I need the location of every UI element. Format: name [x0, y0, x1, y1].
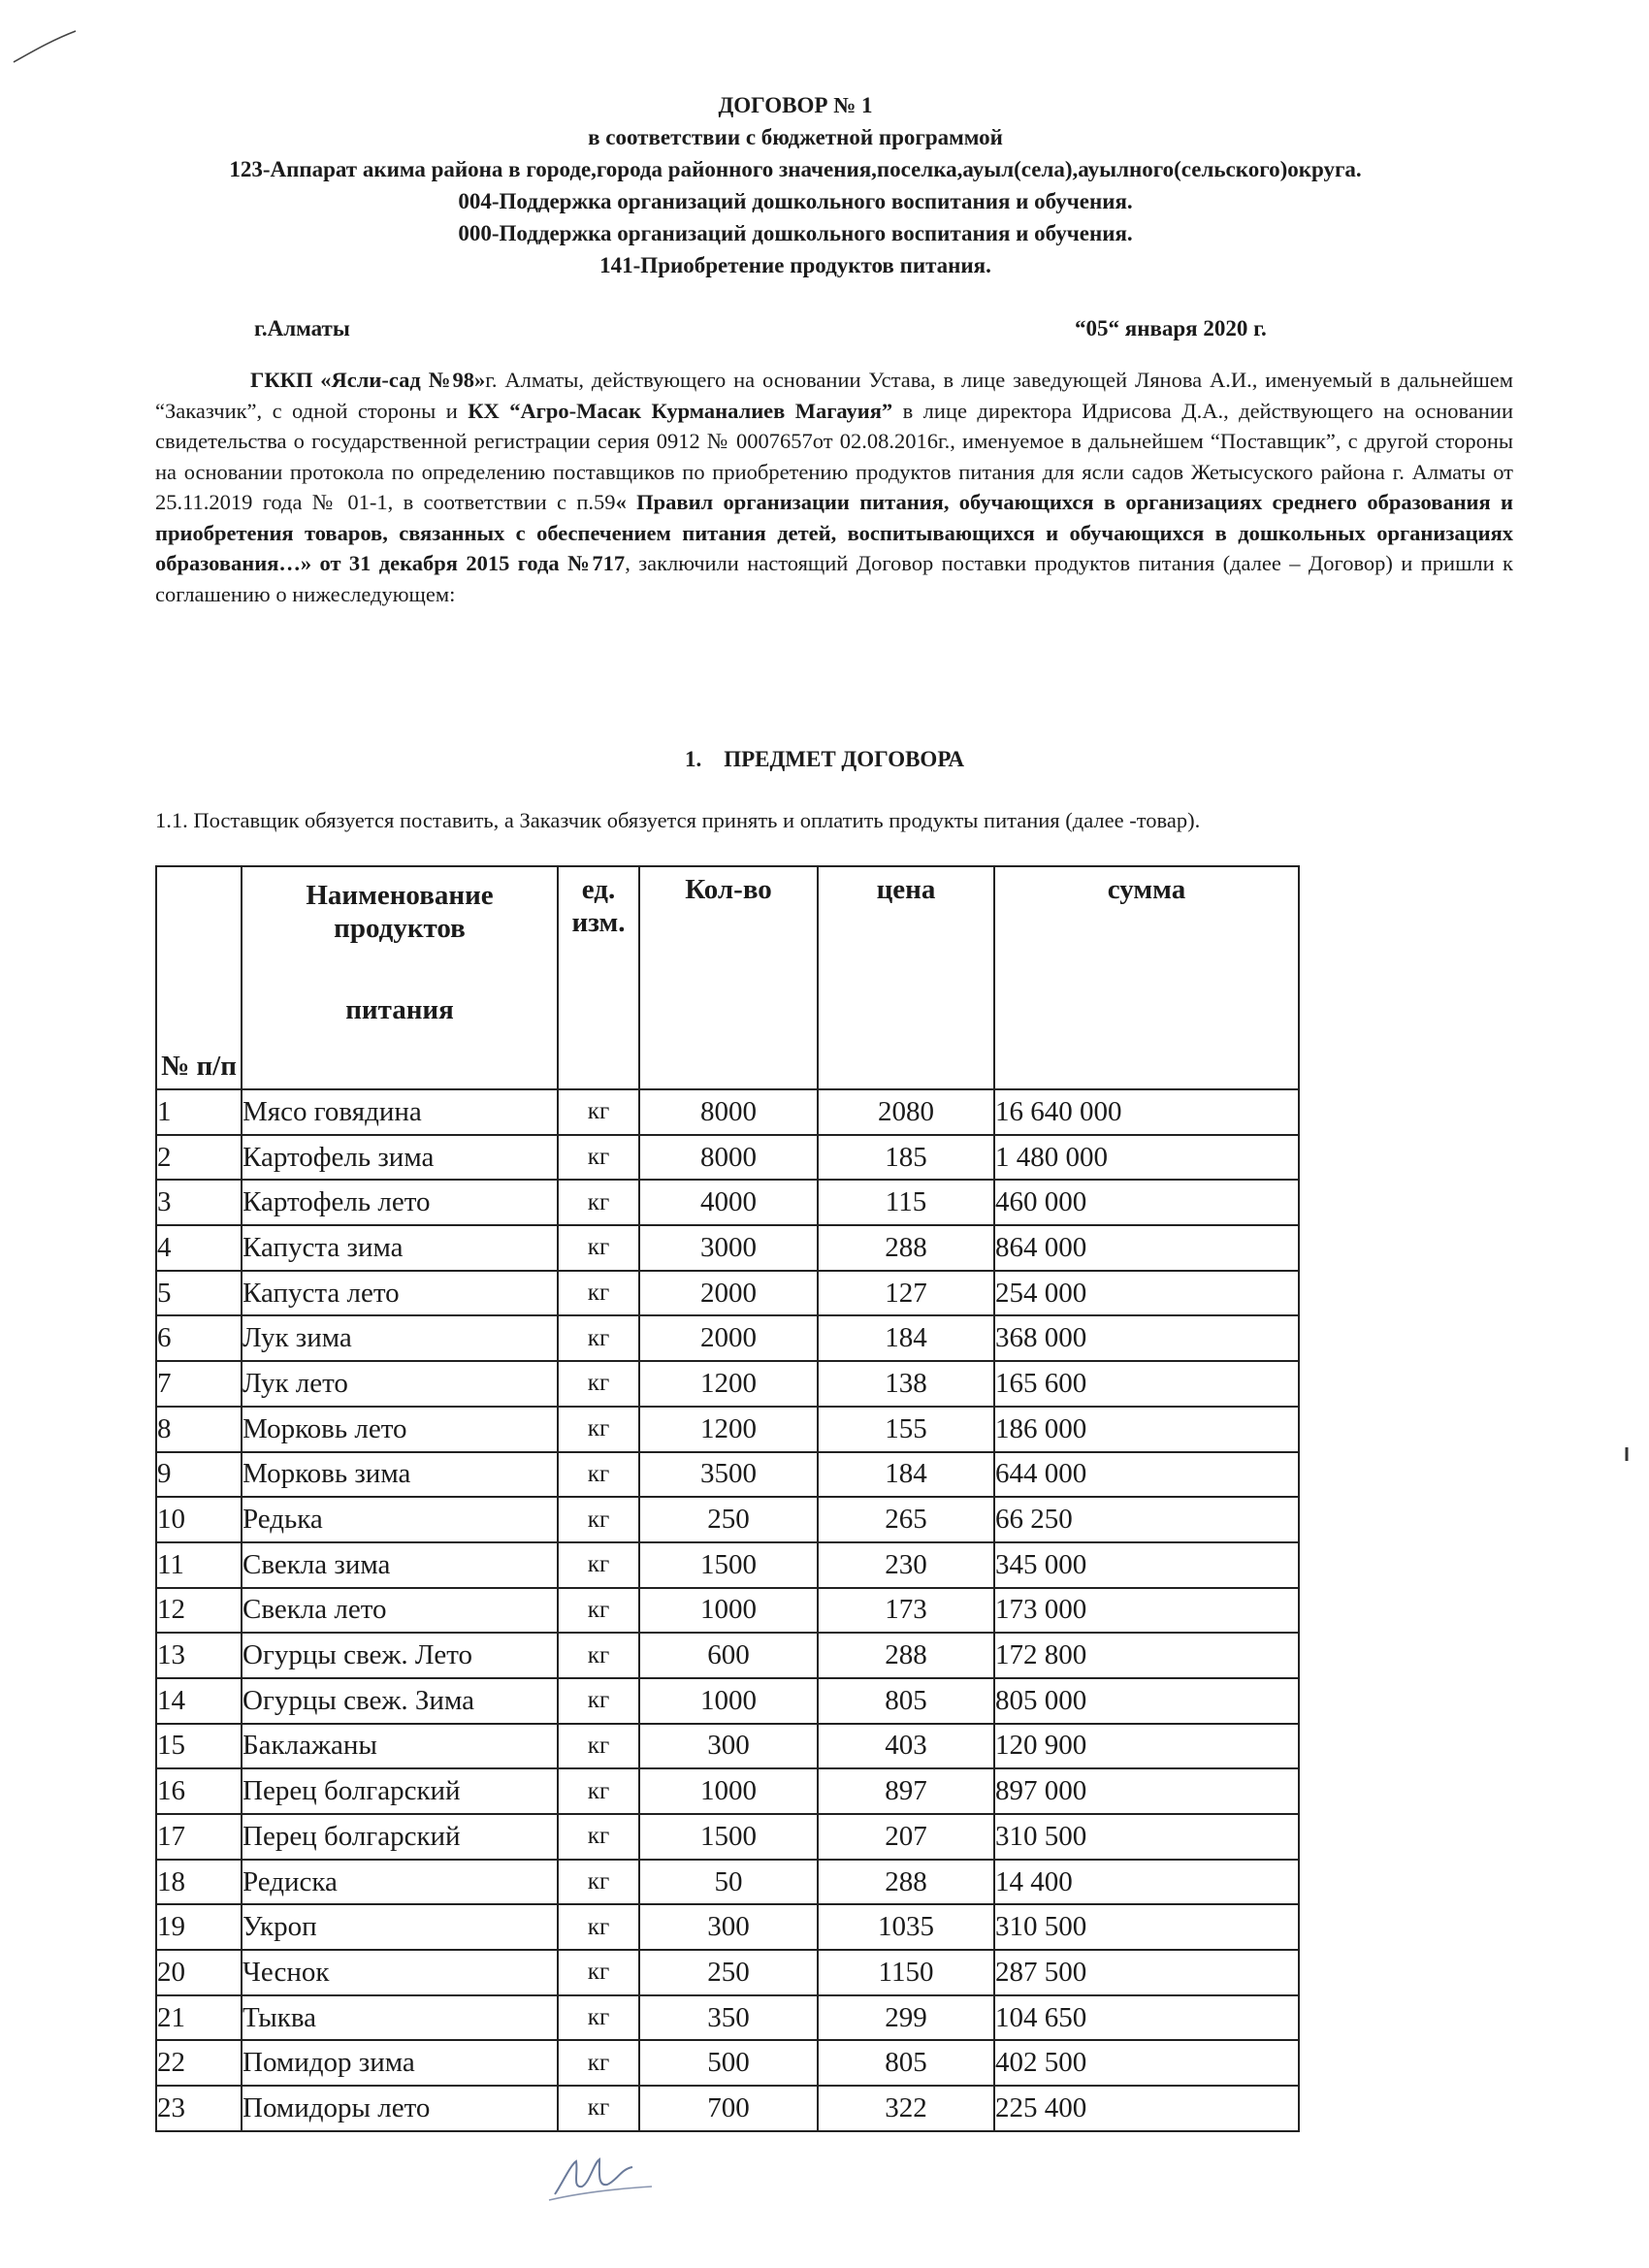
- quantity-cell: 3000: [639, 1225, 818, 1271]
- unit-cell: кг: [558, 2040, 639, 2086]
- price-cell: 185: [818, 1135, 994, 1181]
- goods-table: [155, 865, 1300, 2132]
- unit-cell: кг: [558, 1995, 639, 2041]
- row-number-cell: 7: [156, 1361, 242, 1407]
- sum-cell: 14 400: [994, 1860, 1299, 1905]
- sum-cell: 460 000: [994, 1180, 1299, 1225]
- unit-cell: кг: [558, 1315, 639, 1361]
- sum-cell: 186 000: [994, 1407, 1299, 1452]
- goods-table-body: [156, 1089, 1299, 2131]
- row-number-cell: 9: [156, 1452, 242, 1498]
- table-row: [156, 1225, 1299, 1271]
- section-number: 1.: [684, 747, 702, 771]
- quantity-cell: 2000: [639, 1315, 818, 1361]
- unit-cell: кг: [558, 1497, 639, 1542]
- price-cell: 805: [818, 2040, 994, 2086]
- price-cell: 265: [818, 1497, 994, 1542]
- row-number-cell: 14: [156, 1678, 242, 1724]
- unit-cell: кг: [558, 1271, 639, 1316]
- quantity-cell: 1200: [639, 1407, 818, 1452]
- row-number-cell: 11: [156, 1542, 242, 1588]
- sum-cell: 1 480 000: [994, 1135, 1299, 1181]
- price-cell: 403: [818, 1724, 994, 1769]
- quantity-cell: 1200: [639, 1361, 818, 1407]
- unit-cell: кг: [558, 1860, 639, 1905]
- product-name-cell: Лук зима: [242, 1315, 558, 1361]
- price-cell: 115: [818, 1180, 994, 1225]
- product-name-cell: Капуста лето: [242, 1271, 558, 1316]
- preamble-paragraph: [155, 365, 1513, 609]
- header-name: [242, 866, 558, 1089]
- unit-cell: кг: [558, 1180, 639, 1225]
- sum-cell: 165 600: [994, 1361, 1299, 1407]
- header-line: 123-Аппарат акима района в городе,города районного значения,поселка,ауыл(села),ауылного(сельского)округа.: [229, 157, 1362, 181]
- product-name-cell: Помидор зима: [242, 2040, 558, 2086]
- table-row: [156, 1860, 1299, 1905]
- row-number-cell: 8: [156, 1407, 242, 1452]
- table-row: [156, 1180, 1299, 1225]
- header-line: 141-Приобретение продуктов питания.: [599, 253, 991, 277]
- edge-dot-mark: [1622, 1445, 1632, 1465]
- unit-cell: кг: [558, 1678, 639, 1724]
- preamble: [155, 365, 1513, 609]
- product-name-cell: Редиска: [242, 1860, 558, 1905]
- row-number-cell: 19: [156, 1904, 242, 1950]
- price-cell: 288: [818, 1225, 994, 1271]
- sum-cell: 402 500: [994, 2040, 1299, 2086]
- table-row: [156, 1768, 1299, 1814]
- unit-cell: кг: [558, 1452, 639, 1498]
- unit-cell: кг: [558, 1588, 639, 1634]
- row-number-cell: 13: [156, 1633, 242, 1678]
- row-number-cell: 3: [156, 1180, 242, 1225]
- sum-cell: 120 900: [994, 1724, 1299, 1769]
- product-name-cell: Чеснок: [242, 1950, 558, 1995]
- price-cell: 288: [818, 1633, 994, 1678]
- header-unit: ед. изм.: [558, 866, 639, 1089]
- product-name-cell: Картофель зима: [242, 1135, 558, 1181]
- row-number-cell: 17: [156, 1814, 242, 1860]
- unit-cell: кг: [558, 1225, 639, 1271]
- quantity-cell: 700: [639, 2086, 818, 2131]
- sum-cell: 310 500: [994, 1904, 1299, 1950]
- sum-cell: 644 000: [994, 1452, 1299, 1498]
- quantity-cell: 250: [639, 1950, 818, 1995]
- row-number-cell: 16: [156, 1768, 242, 1814]
- unit-cell: кг: [558, 1361, 639, 1407]
- unit-cell: кг: [558, 1724, 639, 1769]
- row-number-cell: 20: [156, 1950, 242, 1995]
- quantity-cell: 3500: [639, 1452, 818, 1498]
- product-name-cell: Мясо говядина: [242, 1089, 558, 1135]
- quantity-cell: 300: [639, 1904, 818, 1950]
- header-qty: Кол-во: [639, 866, 818, 1089]
- sum-cell: 897 000: [994, 1768, 1299, 1814]
- row-number-cell: 15: [156, 1724, 242, 1769]
- price-cell: 155: [818, 1407, 994, 1452]
- unit-cell: кг: [558, 1542, 639, 1588]
- sum-cell: 864 000: [994, 1225, 1299, 1271]
- table-row: [156, 1950, 1299, 1995]
- price-cell: 207: [818, 1814, 994, 1860]
- quantity-cell: 350: [639, 1995, 818, 2041]
- unit-cell: кг: [558, 1135, 639, 1181]
- sum-cell: 368 000: [994, 1315, 1299, 1361]
- row-number-cell: 1: [156, 1089, 242, 1135]
- table-row: [156, 1135, 1299, 1181]
- header-sum: сумма: [994, 866, 1299, 1089]
- price-cell: 805: [818, 1678, 994, 1724]
- row-number-cell: 12: [156, 1588, 242, 1634]
- sum-cell: 310 500: [994, 1814, 1299, 1860]
- rules-reference: « Правил организации питания, обучающихся в организациях среднего образования и приобретения товаров, связанных с обеспечением питания детей, воспитывающихся и обучающихся в дошкольных организациях образования…» от 31 декабря 2015 года №717: [155, 490, 1514, 575]
- signature-mark: [543, 2144, 660, 2212]
- table-row: [156, 2086, 1299, 2131]
- product-name-cell: Помидоры лето: [242, 2086, 558, 2131]
- row-number-cell: 23: [156, 2086, 242, 2131]
- unit-cell: кг: [558, 1633, 639, 1678]
- header-num: № п/п: [156, 866, 242, 1089]
- quantity-cell: 500: [639, 2040, 818, 2086]
- quantity-cell: 8000: [639, 1089, 818, 1135]
- header-price: цена: [818, 866, 994, 1089]
- unit-cell: кг: [558, 1089, 639, 1135]
- row-number-cell: 6: [156, 1315, 242, 1361]
- header-line: 000-Поддержка организаций дошкольного воспитания и обучения.: [458, 221, 1133, 245]
- product-name-cell: Картофель лето: [242, 1180, 558, 1225]
- price-cell: 127: [818, 1271, 994, 1316]
- header-name-bottom: питания: [345, 994, 454, 1025]
- sum-cell: 66 250: [994, 1497, 1299, 1542]
- table-row: [156, 1814, 1299, 1860]
- section-heading: [0, 747, 1649, 772]
- quantity-cell: 250: [639, 1497, 818, 1542]
- price-cell: 322: [818, 2086, 994, 2131]
- unit-cell: кг: [558, 1950, 639, 1995]
- price-cell: 184: [818, 1452, 994, 1498]
- sum-cell: 287 500: [994, 1950, 1299, 1995]
- supplier-name: КХ “Агро-Масак Курманалиев Магауия”: [468, 398, 893, 423]
- price-cell: 288: [818, 1860, 994, 1905]
- contract-title: ДОГОВОР № 1: [718, 93, 873, 117]
- row-number-cell: 5: [156, 1271, 242, 1316]
- row-number-cell: 18: [156, 1860, 242, 1905]
- quantity-cell: 1000: [639, 1768, 818, 1814]
- quantity-cell: 8000: [639, 1135, 818, 1181]
- product-name-cell: Морковь зима: [242, 1452, 558, 1498]
- table-row: [156, 2040, 1299, 2086]
- contract-place: г.Алматы: [254, 316, 350, 340]
- quantity-cell: 2000: [639, 1271, 818, 1316]
- sum-cell: 805 000: [994, 1678, 1299, 1724]
- product-name-cell: Перец болгарский: [242, 1768, 558, 1814]
- table-row: [156, 1271, 1299, 1316]
- table-row: [156, 1497, 1299, 1542]
- sum-cell: 225 400: [994, 2086, 1299, 2131]
- quantity-cell: 1000: [639, 1588, 818, 1634]
- quantity-cell: 50: [639, 1860, 818, 1905]
- sum-cell: 104 650: [994, 1995, 1299, 2041]
- clause-1-1: 1.1. Поставщик обязуется поставить, а Заказчик обязуется принять и оплатить продукты питания (далее -товар).: [155, 808, 1201, 832]
- product-name-cell: Укроп: [242, 1904, 558, 1950]
- product-name-cell: Огурцы свеж. Лето: [242, 1633, 558, 1678]
- quantity-cell: 1500: [639, 1814, 818, 1860]
- table-row: [156, 1588, 1299, 1634]
- table-row: [156, 1407, 1299, 1452]
- product-name-cell: Перец болгарский: [242, 1814, 558, 1860]
- table-header-row: [156, 866, 1299, 1089]
- product-name-cell: Капуста зима: [242, 1225, 558, 1271]
- product-name-cell: Огурцы свеж. Зима: [242, 1678, 558, 1724]
- quantity-cell: 600: [639, 1633, 818, 1678]
- price-cell: 897: [818, 1768, 994, 1814]
- price-cell: 138: [818, 1361, 994, 1407]
- product-name-cell: Тыква: [242, 1995, 558, 2041]
- pen-stroke-mark: [12, 27, 80, 66]
- table-row: [156, 1315, 1299, 1361]
- header-name-top: Наименование продуктов: [306, 880, 494, 944]
- table-row: [156, 1452, 1299, 1498]
- row-number-cell: 4: [156, 1225, 242, 1271]
- price-cell: 1150: [818, 1950, 994, 1995]
- price-cell: 173: [818, 1588, 994, 1634]
- customer-name: ГККП «Ясли-сад №98»: [250, 368, 486, 392]
- table-row: [156, 1678, 1299, 1724]
- product-name-cell: Лук лето: [242, 1361, 558, 1407]
- section-title: ПРЕДМЕТ ДОГОВОРА: [724, 747, 965, 771]
- header-line: 004-Поддержка организаций дошкольного воспитания и обучения.: [458, 189, 1133, 213]
- preamble-text: в лице директора Идрисова Д.А., действующего на основании свидетельства о государственной регистрации серия 0912 № 0007657от 02.08.2016г., именуемое в дальнейшем “Поставщик”, с другой стороны на основании протокола по определению поставщиков по приобретению продуктов питания для ясли садов Жетысуского района г. Алматы от 25.11.2019 года № 01-1, в соответствии с п.59: [155, 398, 1513, 514]
- sum-cell: 16 640 000: [994, 1089, 1299, 1135]
- sum-cell: 254 000: [994, 1271, 1299, 1316]
- preamble-text: , заключили настоящий Договор поставки продуктов питания (далее – Договор) и пришли к соглашению о нижеследующем:: [155, 551, 1513, 606]
- row-number-cell: 2: [156, 1135, 242, 1181]
- table-row: [156, 1361, 1299, 1407]
- table-row: [156, 1089, 1299, 1135]
- table-row: [156, 1904, 1299, 1950]
- table-row: [156, 1633, 1299, 1678]
- quantity-cell: 300: [639, 1724, 818, 1769]
- unit-cell: кг: [558, 1904, 639, 1950]
- table-row: [156, 1724, 1299, 1769]
- quantity-cell: 1000: [639, 1678, 818, 1724]
- table-row: [156, 1542, 1299, 1588]
- contract-header: [58, 89, 1533, 281]
- unit-cell: кг: [558, 1768, 639, 1814]
- unit-cell: кг: [558, 1407, 639, 1452]
- unit-cell: кг: [558, 1814, 639, 1860]
- quantity-cell: 1500: [639, 1542, 818, 1588]
- product-name-cell: Свекла зима: [242, 1542, 558, 1588]
- price-cell: 230: [818, 1542, 994, 1588]
- price-cell: 184: [818, 1315, 994, 1361]
- table-row: [156, 1995, 1299, 2041]
- quantity-cell: 4000: [639, 1180, 818, 1225]
- preamble-text: г. Алматы, действующего на основании Устава, в лице заведующей Лянова А.И., именуемый в дальнейшем “Заказчик”, с одной стороны и: [155, 368, 1513, 423]
- contract-date: “05“ января 2020 г.: [1075, 316, 1267, 340]
- product-name-cell: Редька: [242, 1497, 558, 1542]
- unit-cell: кг: [558, 2086, 639, 2131]
- product-name-cell: Баклажаны: [242, 1724, 558, 1769]
- sum-cell: 172 800: [994, 1633, 1299, 1678]
- product-name-cell: Свекла лето: [242, 1588, 558, 1634]
- sum-cell: 345 000: [994, 1542, 1299, 1588]
- row-number-cell: 10: [156, 1497, 242, 1542]
- sum-cell: 173 000: [994, 1588, 1299, 1634]
- price-cell: 2080: [818, 1089, 994, 1135]
- price-cell: 299: [818, 1995, 994, 2041]
- row-number-cell: 22: [156, 2040, 242, 2086]
- price-cell: 1035: [818, 1904, 994, 1950]
- row-number-cell: 21: [156, 1995, 242, 2041]
- product-name-cell: Морковь лето: [242, 1407, 558, 1452]
- header-line: в соответствии с бюджетной программой: [588, 125, 1003, 149]
